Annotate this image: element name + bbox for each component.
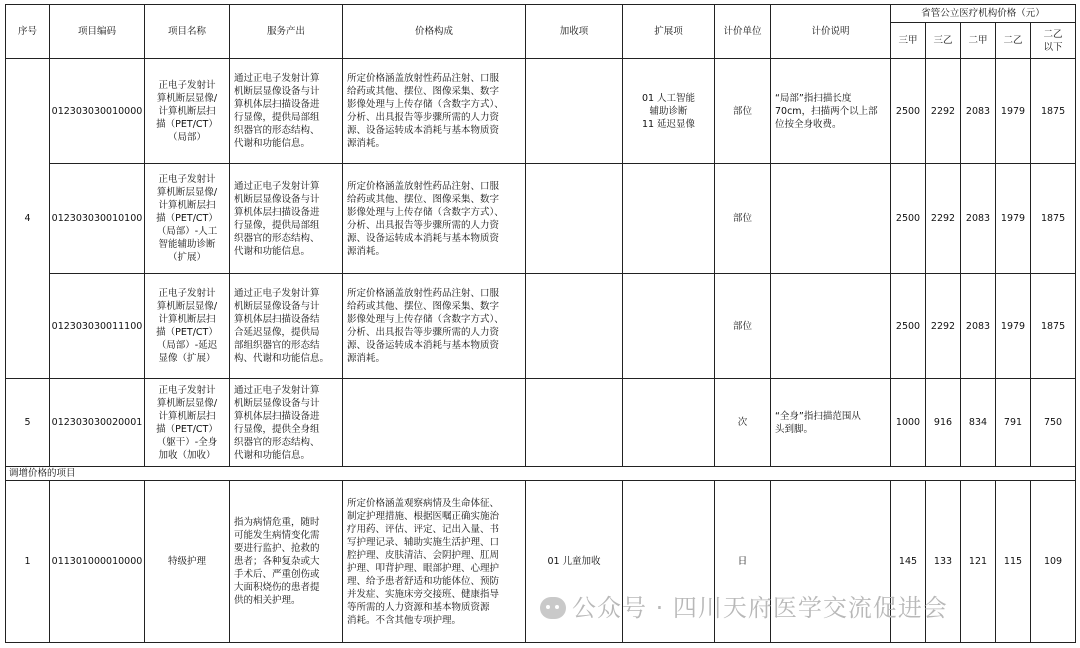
row-surcharge — [526, 379, 623, 467]
row-code: 012303030010000 — [50, 59, 145, 164]
price-cell: 1875 — [1031, 59, 1076, 164]
header-composition: 价格构成 — [343, 5, 526, 59]
row-note: “全身”指扫描范围从 头到脚。 — [771, 379, 891, 467]
price-cell: 1875 — [1031, 164, 1076, 274]
row-surcharge — [526, 59, 623, 164]
price-cell: 2292 — [926, 274, 961, 379]
row-composition: 所定价格涵盖放射性药品注射、口服 给药或其他、摆位、图像采集、数字 影像处理与上传存储（含数字方式）、 分析、出具报告等步骤所需的人力资 源、设备运转成本消耗与基本物质资 源消耗。 — [343, 59, 526, 164]
price-cell: 133 — [926, 481, 961, 643]
header-name: 项目名称 — [145, 5, 230, 59]
price-cell: 1979 — [996, 164, 1031, 274]
row-note — [771, 164, 891, 274]
row-code: 012303030020001 — [50, 379, 145, 467]
row-service: 通过正电子发射计算 机断层显像设备与计 算机体层扫描设备结 合延迟显像，提供局 部组织器官的形态结 构、代谢和功能信息。 — [230, 274, 343, 379]
wechat-icon — [540, 597, 566, 619]
row-code: 012303030010100 — [50, 164, 145, 274]
price-cell: 2500 — [891, 274, 926, 379]
price-cell: 2083 — [961, 164, 996, 274]
price-cell: 1979 — [996, 59, 1031, 164]
row-surcharge — [526, 164, 623, 274]
row-name: 正电子发射计 算机断层显像/ 计算机断层扫 描（PET/CT） （局部）-延迟 显像（扩展） — [145, 274, 230, 379]
header-price-group: 省管公立医疗机构价格（元） — [891, 5, 1076, 23]
header-note: 计价说明 — [771, 5, 891, 59]
price-cell: 1875 — [1031, 274, 1076, 379]
header-surcharge: 加收项 — [526, 5, 623, 59]
price-cell: 2500 — [891, 164, 926, 274]
price-cell: 834 — [961, 379, 996, 467]
row-seq: 5 — [6, 379, 50, 467]
row-name: 正电子发射计 算机断层显像/ 计算机断层扫 描（PET/CT） （局部）-人工 智能辅助诊断 （扩展） — [145, 164, 230, 274]
price-cell: 115 — [996, 481, 1031, 643]
row-service: 通过正电子发射计算 机断层显像设备与计 算机体层扫描设备进 行显像，提供局部组 织器官的形态结构、 代谢和功能信息。 — [230, 164, 343, 274]
row-service: 通过正电子发射计算 机断层显像设备与计 算机体层扫描设备进 行显像，提供局部组 织器官的形态结构、 代谢和功能信息。 — [230, 59, 343, 164]
row-code: 011301000010000 — [50, 481, 145, 643]
row-surcharge — [526, 274, 623, 379]
row-unit: 次 — [715, 379, 771, 467]
price-cell: 121 — [961, 481, 996, 643]
price-cell: 791 — [996, 379, 1031, 467]
price-cell: 2083 — [961, 59, 996, 164]
table-row — [6, 59, 1076, 164]
row-name: 正电子发射计 算机断层显像/ 计算机断层扫 描（PET/CT） （躯干）-全身 加收（加收） — [145, 379, 230, 467]
row-note: “局部”指扫描长度 70cm，扫描两个以上部 位按全身收费。 — [771, 59, 891, 164]
header-grade: 三甲 — [891, 23, 926, 59]
price-cell: 109 — [1031, 481, 1076, 643]
table-row — [6, 164, 1076, 274]
table-row — [6, 274, 1076, 379]
price-cell: 1000 — [891, 379, 926, 467]
row-extension — [623, 164, 715, 274]
row-service: 通过正电子发射计算 机断层显像设备与计 算机体层扫描设备进 行显像，提供全身组 织器官的形态结构、 代谢和功能信息。 — [230, 379, 343, 467]
section-row — [6, 467, 1076, 481]
row-note — [771, 274, 891, 379]
header-code: 项目编码 — [50, 5, 145, 59]
header-service: 服务产出 — [230, 5, 343, 59]
price-cell: 2292 — [926, 164, 961, 274]
price-cell: 2500 — [891, 59, 926, 164]
row-seq: 4 — [6, 59, 50, 379]
row-extension — [623, 274, 715, 379]
header-grade: 三乙 — [926, 23, 961, 59]
row-composition: 所定价格涵盖放射性药品注射、口服 给药或其他、摆位、图像采集、数字 影像处理与上传存储（含数字方式）、 分析、出具报告等步骤所需的人力资 源、设备运转成本消耗与基本物质资 源消耗。 — [343, 164, 526, 274]
header-grade: 二乙 — [996, 23, 1031, 59]
price-table — [5, 4, 1076, 643]
price-cell: 916 — [926, 379, 961, 467]
header-unit: 计价单位 — [715, 5, 771, 59]
header-seq: 序号 — [6, 5, 50, 59]
header-extension: 扩展项 — [623, 5, 715, 59]
price-cell: 750 — [1031, 379, 1076, 467]
row-unit: 部位 — [715, 274, 771, 379]
row-service: 指为病情危重，随时 可能发生病情变化需 要进行监护、抢救的 患者；各种复杂或大 手术后、严重创伤或 大面积烧伤的患者提 供的相关护理。 — [230, 481, 343, 643]
price-cell: 2292 — [926, 59, 961, 164]
section-title: 调增价格的项目 — [6, 467, 1076, 481]
watermark — [540, 588, 948, 623]
watermark-text: 公众号 · 四川天府医学交流促进会 — [572, 594, 948, 622]
row-name: 特级护理 — [145, 481, 230, 643]
row-composition: 所定价格涵盖放射性药品注射、口服 给药或其他、摆位、图像采集、数字 影像处理与上传存储（含数字方式）、 分析、出具报告等步骤所需的人力资 源、设备运转成本消耗与基本物质资 源消耗。 — [343, 274, 526, 379]
header-grade: 二甲 — [961, 23, 996, 59]
row-seq: 1 — [6, 481, 50, 643]
row-surcharge: 01 儿童加收 — [526, 481, 623, 643]
row-unit: 部位 — [715, 59, 771, 164]
price-cell: 1979 — [996, 274, 1031, 379]
row-composition: 所定价格涵盖观察病情及生命体征、 制定护理措施、根据医嘱正确实施治 疗用药、评估、评定、记出入量、书 写护理记录、辅助实施生活护理、口 腔护理、皮肤清洁、会阴护理、肛周 护理、叩背护理、眼部护理、心理护 理、给予患者舒适和功能体位、预防 并发症、实施床旁交接班、健康指导 等所需的人力资源和基本物质资源 消耗。不含其他专项护理。 — [343, 481, 526, 643]
row-extension: 01 人工智能 辅助诊断 11 延迟显像 — [623, 59, 715, 164]
row-unit: 日 — [715, 481, 771, 643]
table-row — [6, 379, 1076, 467]
price-cell: 145 — [891, 481, 926, 643]
row-name: 正电子发射计 算机断层显像/ 计算机断层扫 描（PET/CT） （局部） — [145, 59, 230, 164]
row-code: 012303030011100 — [50, 274, 145, 379]
row-composition — [343, 379, 526, 467]
price-cell: 2083 — [961, 274, 996, 379]
header-grade: 二乙 以下 — [1031, 23, 1076, 59]
row-extension — [623, 379, 715, 467]
row-unit: 部位 — [715, 164, 771, 274]
